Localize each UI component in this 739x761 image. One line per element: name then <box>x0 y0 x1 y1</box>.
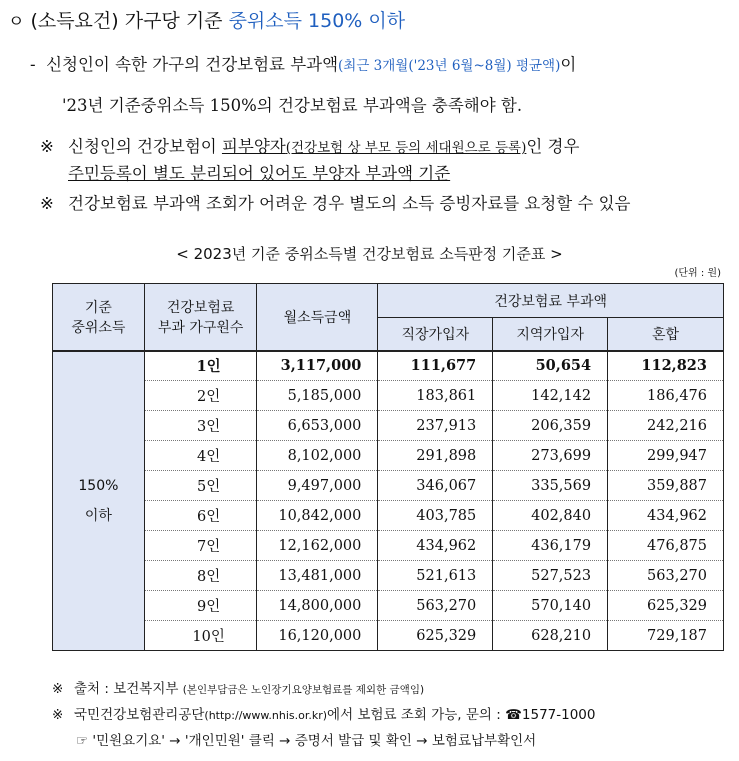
cell-income: 13,481,000 <box>257 561 378 591</box>
cell-regional: 570,140 <box>493 591 608 621</box>
cell-income: 6,653,000 <box>257 411 378 441</box>
footer-nhis <box>52 703 596 723</box>
cell-mixed: 476,875 <box>608 531 724 561</box>
income-criteria-table <box>52 283 724 651</box>
table-row <box>53 531 724 561</box>
table-row <box>53 471 724 501</box>
footer-source-note: (본인부담금은 노인장기요양보험료를 제외한 금액임) <box>182 684 425 696</box>
cell-household: 7인 <box>144 531 257 561</box>
cell-workplace: 563,270 <box>378 591 493 621</box>
footer-nhis-url: (http://www.nhis.or.kr) <box>204 709 328 722</box>
cell-workplace: 403,785 <box>378 501 493 531</box>
cell-workplace: 111,677 <box>378 351 493 381</box>
cell-household: 9인 <box>144 591 257 621</box>
table-row <box>53 621 724 651</box>
group-label: 150% 이하 <box>53 351 145 651</box>
header-household: 건강보험료 부과 가구원수 <box>144 284 257 351</box>
header-mixed: 혼합 <box>608 318 724 351</box>
note-before: 신청인의 건강보험이 <box>68 137 222 156</box>
cell-household: 4인 <box>144 441 257 471</box>
cell-income: 12,162,000 <box>257 531 378 561</box>
cell-mixed: 186,476 <box>608 381 724 411</box>
table-row <box>53 501 724 531</box>
cell-income: 9,497,000 <box>257 471 378 501</box>
table-row <box>53 441 724 471</box>
cell-income: 16,120,000 <box>257 621 378 651</box>
section-title <box>8 6 405 33</box>
note-proof <box>40 190 631 214</box>
cell-income: 5,185,000 <box>257 381 378 411</box>
cell-regional: 436,179 <box>493 531 608 561</box>
cell-workplace: 291,898 <box>378 441 493 471</box>
cell-regional: 628,210 <box>493 621 608 651</box>
cell-regional: 402,840 <box>493 501 608 531</box>
cell-income: 3,117,000 <box>257 351 378 381</box>
cell-workplace: 346,067 <box>378 471 493 501</box>
note-dependent-underlined: 피부양자(건강보험 상 부모 등의 세대원으로 등록) <box>221 137 527 156</box>
note-mark: ※ <box>40 137 54 156</box>
cell-household: 8인 <box>144 561 257 591</box>
footer-source <box>52 677 424 697</box>
cell-household: 3인 <box>144 411 257 441</box>
cell-mixed: 563,270 <box>608 561 724 591</box>
cell-income: 8,102,000 <box>257 441 378 471</box>
section-title-highlight: 중위소득 150% 이하 <box>228 10 406 32</box>
cell-regional: 206,359 <box>493 411 608 441</box>
requirement-line-1 <box>30 51 576 75</box>
requirement-text-1: 신청인이 속한 가구의 건강보험료 부과액 <box>46 55 339 74</box>
table-row <box>53 591 724 621</box>
cell-household: 2인 <box>144 381 257 411</box>
requirement-line-2: '23년 기준중위소득 150%의 건강보험료 부과액을 충족해야 함. <box>62 96 523 115</box>
cell-regional: 273,699 <box>493 441 608 471</box>
table-row <box>53 381 724 411</box>
table-row <box>53 561 724 591</box>
cell-mixed: 299,947 <box>608 441 724 471</box>
cell-household: 10인 <box>144 621 257 651</box>
footer-mark: ※ <box>52 707 64 723</box>
cell-mixed: 729,187 <box>608 621 724 651</box>
footer-nhis-name: 국민건강보험관리공단 <box>74 707 205 723</box>
header-regional: 지역가입자 <box>493 318 608 351</box>
requirement-text-2: 이 <box>560 55 577 74</box>
note-dependent <box>40 133 579 157</box>
footer-nhis-contact: 에서 보험료 조회 가능, 문의 : ☎1577-1000 <box>327 707 596 723</box>
cell-workplace: 625,329 <box>378 621 493 651</box>
note-proof-text: 건강보험료 부과액 조회가 어려운 경우 별도의 소득 증빙자료를 요청할 수 있음 <box>68 194 631 213</box>
cell-household: 5인 <box>144 471 257 501</box>
header-income: 월소득금액 <box>257 284 378 351</box>
section-title-prefix: (소득요건) 가구당 기준 <box>30 10 229 32</box>
cell-mixed: 242,216 <box>608 411 724 441</box>
dash-bullet: - <box>30 55 36 74</box>
cell-workplace: 434,962 <box>378 531 493 561</box>
cell-regional: 50,654 <box>493 351 608 381</box>
cell-income: 10,842,000 <box>257 501 378 531</box>
cell-regional: 335,569 <box>493 471 608 501</box>
cell-household: 6인 <box>144 501 257 531</box>
table-title: < 2023년 기준 중위소득별 건강보험료 소득판정 기준표 > <box>176 245 563 263</box>
note-after: 인 경우 <box>526 137 580 156</box>
cell-mixed: 434,962 <box>608 501 724 531</box>
cell-workplace: 521,613 <box>378 561 493 591</box>
cell-workplace: 237,913 <box>378 411 493 441</box>
header-premium-group: 건강보험료 부과액 <box>378 284 724 318</box>
footer-source-text: 출처 : 보건복지부 <box>74 681 183 697</box>
period-note: (최근 3개월('23년 6월~8월) 평균액) <box>338 58 561 74</box>
note-mark: ※ <box>40 194 54 213</box>
footer-path: ☞ '민원요기요' → '개인민원' 클릭 → 증명서 발급 및 확인 → 보험료납부확인서 <box>76 733 537 749</box>
header-workplace: 직장가입자 <box>378 318 493 351</box>
unit-label: (단위 : 원) <box>674 268 721 279</box>
table-row <box>53 411 724 441</box>
cell-mixed: 625,329 <box>608 591 724 621</box>
cell-workplace: 183,861 <box>378 381 493 411</box>
cell-household: 1인 <box>144 351 257 381</box>
cell-income: 14,800,000 <box>257 591 378 621</box>
cell-mixed: 359,887 <box>608 471 724 501</box>
header-standard: 기준 중위소득 <box>53 284 145 351</box>
note-dependent-cont: 주민등록이 별도 분리되어 있어도 부양자 부과액 기준 <box>68 164 451 183</box>
table-row <box>53 351 724 381</box>
footer-mark: ※ <box>52 681 64 697</box>
cell-regional: 142,142 <box>493 381 608 411</box>
cell-regional: 527,523 <box>493 561 608 591</box>
cell-mixed: 112,823 <box>608 351 724 381</box>
note-dependent-detail: (건강보험 상 부모 등의 세대원으로 등록) <box>285 140 527 156</box>
circle-bullet-icon: ㅇ <box>8 12 25 32</box>
